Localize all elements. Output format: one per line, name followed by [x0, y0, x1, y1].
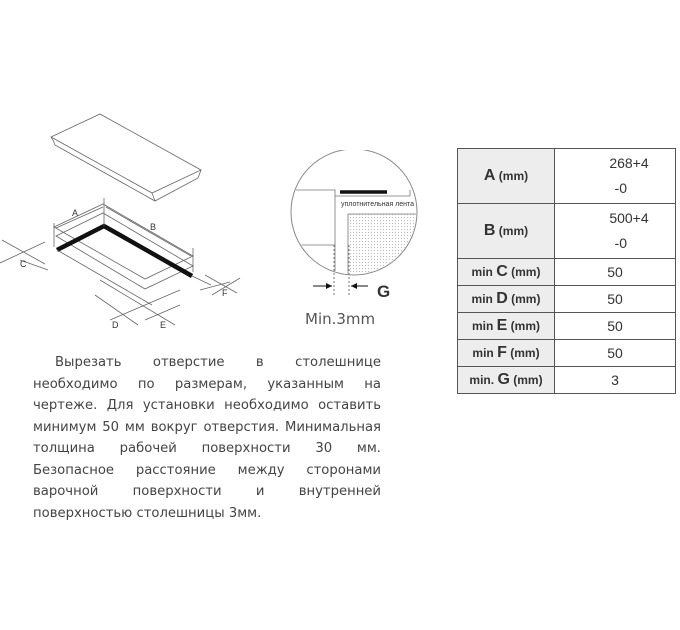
dimension-prefix: min	[471, 292, 493, 306]
cutout-diagram	[0, 110, 250, 340]
row-key	[458, 313, 555, 340]
dimension-unit: (mm)	[510, 346, 540, 360]
dimension-unit: (mm)	[513, 373, 543, 387]
row-value	[555, 149, 676, 204]
dimension-unit: (mm)	[511, 292, 541, 306]
description-text: Вырезать отверстие в столешнице необходимо по размерам, указанным на чертеже. Для установки необходимо оставить минимум 50 мм вокруг отверстия. Минимальная толщина рабочей поверхности 30 мм. Безопасное расстояние между сторонами варочной поверхности и внутренней поверхностью столешницы 3мм.	[33, 355, 381, 521]
dimension-unit: (mm)	[498, 224, 529, 238]
dimension-prefix: min.	[469, 373, 495, 387]
table-row	[458, 204, 676, 259]
dim-label-e: E	[160, 320, 167, 330]
table-row	[458, 259, 676, 286]
row-key	[458, 149, 555, 204]
dimension-unit: (mm)	[510, 319, 541, 333]
table-row	[458, 367, 676, 394]
dimension-value: 268+4	[609, 155, 649, 171]
dimension-letter: A	[483, 167, 496, 184]
row-key	[458, 367, 555, 394]
row-value: 50	[555, 313, 676, 340]
row-value: 50	[555, 259, 676, 286]
dimension-letter: D	[496, 290, 508, 307]
installation-description	[33, 352, 381, 524]
dimension-letter: C	[496, 263, 508, 280]
dimension-tolerance: -0	[614, 180, 627, 196]
row-value	[555, 204, 676, 259]
table-row	[458, 340, 676, 367]
dim-label-b: B	[150, 222, 157, 232]
dimension-unit: (mm)	[498, 169, 529, 183]
row-value: 50	[555, 286, 676, 313]
dim-label-c: C	[20, 259, 27, 269]
seal-tape-label: уплотнительная лента	[341, 201, 415, 208]
dimension-letter: B	[483, 222, 496, 239]
row-value: 3	[555, 367, 676, 394]
gap-label: G	[377, 282, 391, 301]
dimension-tolerance: -0	[614, 235, 627, 251]
row-value: 50	[555, 340, 676, 367]
table-row	[458, 313, 676, 340]
dimension-prefix: min	[471, 265, 493, 279]
dimension-letter: E	[496, 317, 508, 334]
table-row	[458, 286, 676, 313]
dim-label-f: F	[222, 288, 228, 298]
dimension-unit: (mm)	[511, 265, 541, 279]
row-key	[458, 204, 555, 259]
dimension-value: 500+4	[609, 210, 649, 226]
min-gap-label: Min.3mm	[305, 310, 376, 328]
row-key	[458, 259, 555, 286]
dimension-letter: G	[497, 371, 510, 388]
row-key	[458, 340, 555, 367]
dim-label-a: A	[72, 208, 79, 218]
row-key	[458, 286, 555, 313]
dimension-prefix: min	[471, 319, 494, 333]
dimension-letter: F	[497, 344, 507, 361]
dimension-prefix: min	[472, 346, 494, 360]
table-row	[458, 149, 676, 204]
dimensions-table	[457, 148, 676, 394]
dim-label-d: D	[112, 320, 119, 330]
